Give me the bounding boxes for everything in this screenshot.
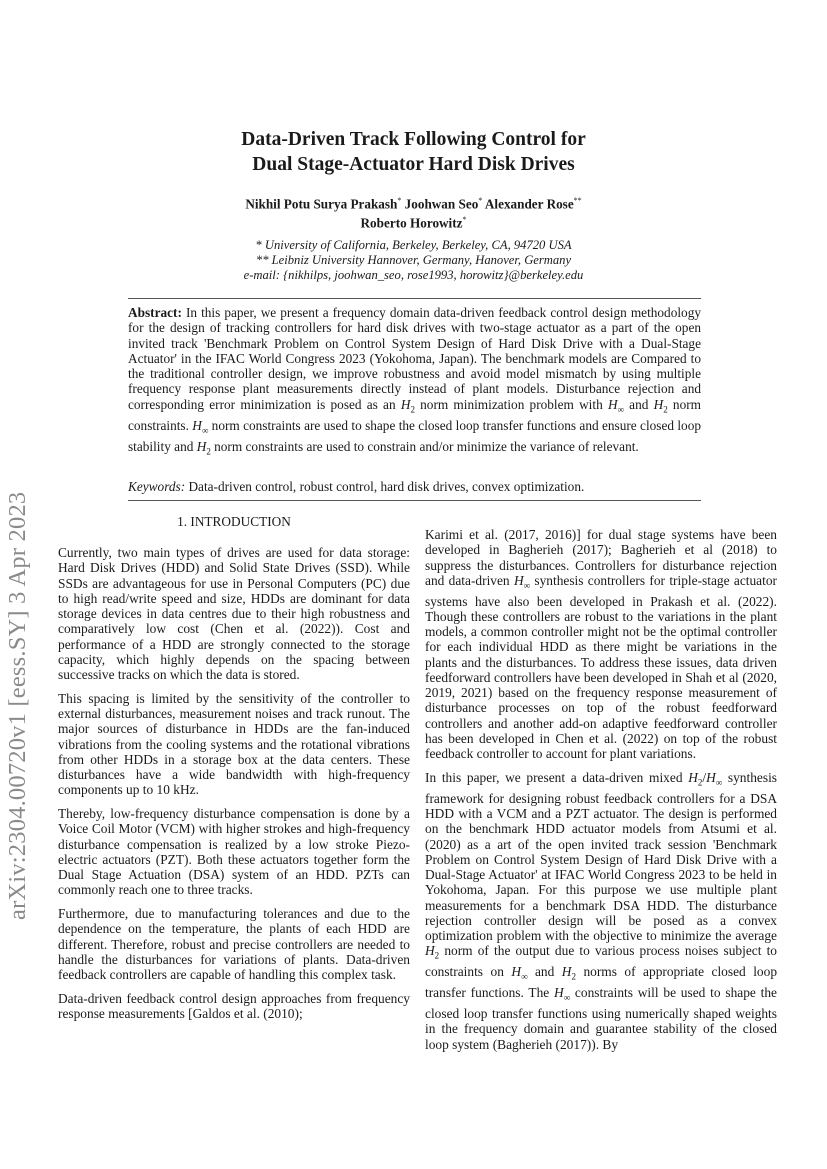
paragraph: Furthermore, due to manufacturing tolerances and due to the dependence on the temperature, the plants of each HDD are different. Therefore, robust and precise controllers are needed to handle the disturbances for variations of plants. Data-driven feedback controllers are capable of handling this complex task. xyxy=(58,906,410,982)
abstract-label: Abstract: xyxy=(128,305,182,320)
paragraph: Currently, two main types of drives are used for data storage: Hard Disk Drives (HDD) and Solid State Drives (SSD). While SSDs are advantageous for use in Personal Computers (PC) due to high read/write speed and size, HDDs are dominant for data storage devices in data centres due to their high robustness and comparatively low cost (Chen et al. (2022)). Cost and performance of a HDD are strongly connected to the storage capacity, which highly depends on the spacing between successive tracks on which the data is stored. xyxy=(58,545,410,682)
affiliation-2: ** Leibniz University Hannover, Germany, Hanover, Germany xyxy=(255,253,572,267)
paragraph: Thereby, low-frequency disturbance compensation is done by a Voice Coil Motor (VCM) with higher strokes and high-frequency disturbance compensation is realized by a low stroke Piezo-electric actuators (PZT). Both these actuators together form the Dual Stage Actuation (DSA) system of an HDD. PZTs can commonly reach one to three tracks. xyxy=(58,806,410,898)
paragraph: In this paper, we present a data-driven mixed $H_2/H_\infty$ synthesis framework for designing robust feedback controllers for a DSA HDD with a VCM and a PZT actuator. The design is performed on the benchmark HDD actuator models from Atsumi et al. (2020) as a art of the open invited track session 'Benchmark Problem on Control System Design of Hard Disk Drive with a Dual-Stage Actuator' at IFAC World Congress 2023 to be held in Yokohoma, Japan. For this purpose we use multiple plant measurements for a benchmark DSA HDD. The disturbance rejection controller design will be posed as a convex optimization problem with the objective to minimize the average $H_2$ norm of the output due to various process noises subject to constraints on $H_\infty$ and $H_2$ norms of appropriate closed loop transfer functions. The $H_\infty$ constraints will be used to shape the closed loop transfer functions using numerically shaped weights in the frequency domain and guarantee stability of the closed loop system (Bagherieh (2017)). By xyxy=(425,769,778,1052)
author-line-2 xyxy=(0,212,827,231)
arxiv-identifier-stamp: arXiv:2304.00720v1 [eess.SY] 3 Apr 2023 xyxy=(4,491,31,920)
right-column xyxy=(425,527,777,1060)
author-name: Roberto Horowitz xyxy=(360,215,463,231)
paper-title xyxy=(0,127,827,177)
affiliation-mark: * xyxy=(462,215,467,225)
left-column xyxy=(58,545,410,1030)
abstract: Abstract: In this paper, we present a frequency domain data-driven feedback control design methodology for the design of tracking controllers for hard disk drives with two-stage actuator as a part of the open invited track 'Benchmark Problem on Control System Design of Hard Disk Drive with a Dual-Stage Actuator' in the IFAC World Congress 2023 (Yokohoma, Japan). The benchmark models are Compared to the traditional controller design, we improve robustness and avoid model mismatch by using multiple frequency response plant measurements directly instead of plant models. Disturbance rejection and corresponding error minimization is posed as an $H_2$ norm minimization problem with $H_\infty$ and $H_2$ norm constraints. $H_\infty$ norm constraints are used to shape the closed loop transfer functions and ensure closed loop stability and $H_2$ norm constraints are used to constrain and/or minimize the variance of relevant. xyxy=(128,305,702,457)
author-name: Alexander Rose xyxy=(484,196,574,212)
author-line-1 xyxy=(0,193,827,212)
abstract-top-rule xyxy=(128,298,701,299)
affiliation-mark: * xyxy=(397,196,402,205)
paragraph: Karimi et al. (2017, 2016)] for dual stage systems have been developed in Bagherieh (2017); Bagherieh et al (2018) to suppress the disturbances. Controllers for disturbance rejection and data-driven $H_\infty$ synthesis controllers for triple-stage actuator systems have also been developed in Prakash et al. (2022). Though these controllers are robust to the variations in the plant models, a common controller might not be the optimal controller for each individual HDD as there might be variations in the plants and the disturbances. To address these issues, data driven feedforward controllers have been developed in Shah et al (2020, 2019, 2021) based on the frequency response measurement of disturbance processes on top of the robust feedforward controllers and another add-on adaptive feedforward controller has been developed in Chen et al. (2022) on top of the robust feedback controller to account for plant variations. xyxy=(425,527,777,762)
section-heading-introduction: 1. INTRODUCTION xyxy=(177,514,291,529)
abstract-bottom-rule xyxy=(128,500,701,501)
affiliation-mark: ** xyxy=(573,196,582,205)
keywords-label: Keywords: xyxy=(128,479,186,494)
affiliation-1: * University of California, Berkeley, Berkeley, CA, 94720 USA xyxy=(255,238,572,252)
paragraph: This spacing is limited by the sensitivity of the controller to external disturbances, measurement noises and track runout. The major sources of disturbance in HDDs are the fan-induced vibrations from the cooling systems and the rotational vibrations from other HDDs in a storage box at the data centers. These disturbances have a wide bandwidth with high-frequency components up to 10 kHz. xyxy=(58,690,410,798)
title-line-1: Data-Driven Track Following Control for xyxy=(241,129,586,150)
keywords-text: Data-driven control, robust control, hard disk drives, convex optimization. xyxy=(185,479,585,494)
title-line-2: Dual Stage-Actuator Hard Disk Drives xyxy=(252,154,575,175)
keywords xyxy=(128,479,701,494)
paragraph: Data-driven feedback control design approaches from frequency response measurements [Galdos et al. (2010); xyxy=(58,990,410,1021)
author-list xyxy=(0,193,827,232)
affiliation-mark: * xyxy=(478,196,483,205)
affiliations xyxy=(0,238,827,283)
author-name: Joohwan Seo xyxy=(404,196,479,212)
author-name: Nikhil Potu Surya Prakash xyxy=(245,196,398,212)
contact-email: e-mail: {nikhilps, joohwan_seo, rose1993, horowitz}@berkeley.edu xyxy=(243,268,584,282)
